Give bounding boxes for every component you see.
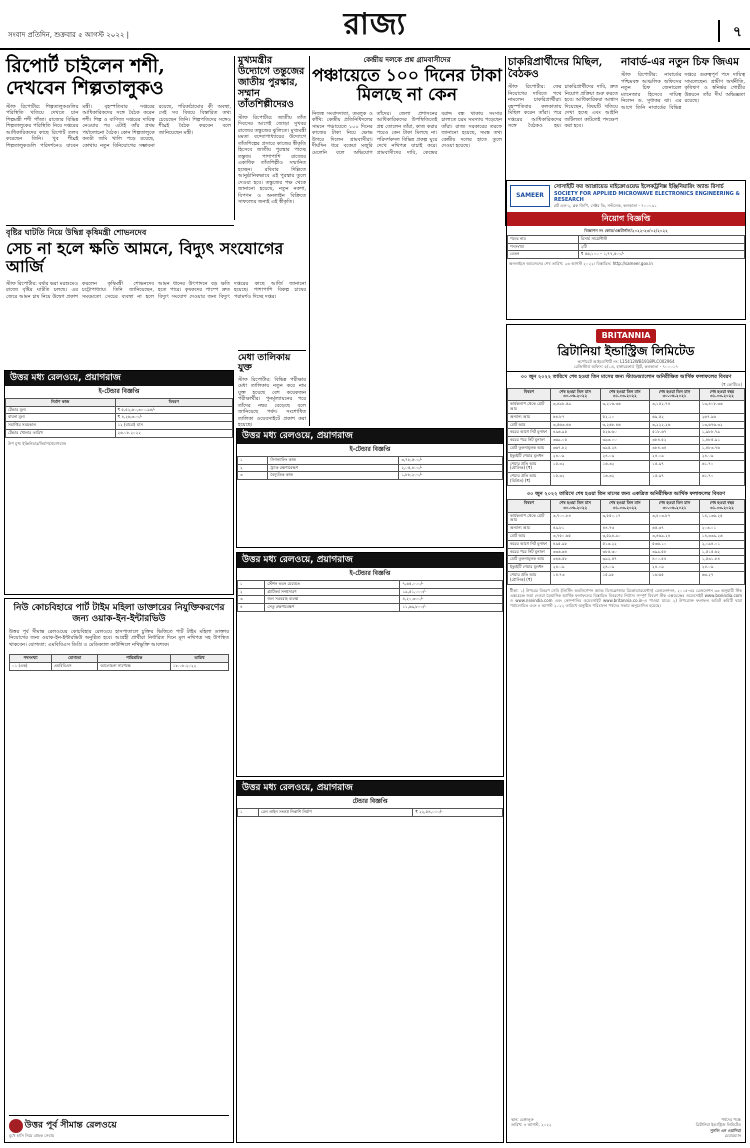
table-cell: ১ xyxy=(238,808,259,816)
table-cell: ৩৮৪.৩৪ xyxy=(650,444,700,452)
table-cell: ৬১.৭০ xyxy=(699,473,744,486)
ad-table-title: ৩০ জুন ২০২২ তারিখে শেষ হওয়া তিন মাসের জন্য স্ট্যান্ডঅ্যালোন অনিরীক্ষিত আর্থিক ফলাফলের বিবরণ xyxy=(507,371,745,382)
table-cell: ৩,৫৫০.১৭ xyxy=(600,512,650,525)
table-cell: ৪৯৬.৯৫ xyxy=(550,429,600,437)
ad-ncr-tender-4 xyxy=(236,780,504,1143)
table-cell: ৩৯৫.২৪ xyxy=(600,444,650,452)
section-title: রাজ্য xyxy=(343,7,407,42)
table-row xyxy=(238,456,503,464)
table-cell: ১৮.০৮.২০২২ xyxy=(170,662,228,670)
table-cell: ৪৯৫.৯৮ xyxy=(550,540,600,548)
table-cell: ৩,৪৬৯.২৪ xyxy=(650,533,700,541)
table-header: বিবরণ xyxy=(508,388,551,401)
table-cell: ১৩,৬৭৬.৩২ xyxy=(699,421,744,429)
ad-adv-no: বিজ্ঞাপন নং কোড/এক্সটার্নাল/২০২২-২৩/০২/২০২২ xyxy=(584,227,668,233)
table-cell: ৩,৫৬৩.৪৬ xyxy=(550,421,600,429)
ad-results-table-consolidated xyxy=(507,499,745,585)
table-cell: ২ xyxy=(238,464,268,472)
table-row xyxy=(508,512,745,525)
table-cell: ৩৮৫.৩০ xyxy=(600,548,650,556)
table-header: শেষ হওয়া তিন মাস ৩০.০৬.২০২২ xyxy=(550,500,600,513)
table-cell: কার্যকলাপ থেকে মোট আয় xyxy=(508,401,551,414)
table-cell: ৫১৩.২২ xyxy=(600,540,650,548)
table-row xyxy=(238,588,503,596)
table-header: শেষ হওয়া বছর ৩১.০৩.২০২২ xyxy=(699,388,744,401)
table-row xyxy=(508,235,745,243)
sign-title: চেয়ারম্যান xyxy=(724,1132,741,1138)
table-cell: মোট তুলনামূলক আয় xyxy=(508,444,551,452)
table-cell: ২,০৫,৪০০/- xyxy=(399,464,503,472)
ad-ncr-tender-2 xyxy=(236,428,504,548)
table-cell: ০১ (এক) xyxy=(10,662,52,670)
sameer-logo: SAMEER xyxy=(510,185,550,207)
table-cell: ১,৮৮,২০০/- xyxy=(399,472,503,480)
table-cell: ৩,৭৫০.৬৫ xyxy=(550,533,600,541)
ad-company-name: ব্রিটানিয়া ইন্ডাস্ট্রিজ লিমিটেড xyxy=(557,344,695,358)
table-cell: রেল লাইন সংলগ্ন নিকাশি নির্মাণ xyxy=(259,808,413,816)
table-header: তারিখ xyxy=(170,655,228,663)
sign-for: পর্ষদের পক্ষে xyxy=(721,1117,741,1123)
table-cell: ৫১৮.৬৭ xyxy=(650,429,700,437)
table-row xyxy=(238,464,503,472)
table-row xyxy=(508,460,745,473)
table-cell: ইক্যুইটি শেয়ার মূলধন xyxy=(508,564,551,572)
table-cell: ৩৮৪.৫২ xyxy=(650,437,700,445)
table-cell: টেন্ডার খোলার তারিখ xyxy=(6,429,116,437)
table-cell: ৩৩৬.৬৪ xyxy=(550,548,600,556)
table-cell: কার্যকলাপ থেকে মোট আয় xyxy=(508,512,551,525)
table-cell: ২ xyxy=(238,588,265,596)
table-cell: বৈদ্যুতিক কাজ xyxy=(268,472,399,480)
table-cell: ৩,৫৯৪.৯০ xyxy=(600,533,650,541)
table-row xyxy=(238,580,503,588)
table-row xyxy=(508,437,745,445)
table-cell: পদের নাম xyxy=(508,235,579,243)
ad-britannia-results xyxy=(506,324,746,1143)
table-row xyxy=(508,548,745,556)
table-cell: ১৫.৯৭ xyxy=(650,460,700,473)
article-headline: নাবার্ড-এর নতুন চিফ জিএম xyxy=(621,56,739,68)
table-cell: ২৪.০৯ xyxy=(650,564,700,572)
table-header: শেষ হওয়া তিন মাস ৩০.০৬.২০২১ xyxy=(650,388,700,401)
table-cell: সেতু রক্ষণাবেক্ষণ xyxy=(265,604,400,612)
table-cell: সিগন্যালিং কাজ xyxy=(268,456,399,464)
table-row xyxy=(508,421,745,429)
table-header: শেষ হওয়া তিন মাস ৩০.০৬.২০২২ xyxy=(550,388,600,401)
table-cell: মোট আয় xyxy=(508,533,551,541)
table-cell: শেয়ার প্রতি আয় (মৌলিক) (₹) xyxy=(508,571,551,584)
article-body: স্টাফ রিপোর্টার: জাতীয় তাঁত দিবসের আগেই জোড়া সুখবর রাজ্যের তন্তুজের ঝুলিতে। মুখ্যমন্ত্রী মমতা বন্দ্যোপাধ্যায়ের উদ্যোগে তাঁতশিল্পের প্রসারে কাজের স্বীকৃতি হিসেবে জাতীয় পুরস্কার পাচ্ছে তন্তুজ। পাশাপাশি রাজ্যের একাধিক তাঁতশিল্পীও সম্মানিত হচ্ছেন। রবিবার দিল্লিতে আনুষ্ঠানিকভাবে এই পুরস্কার তুলে দেওয়া হবে। তন্তুজের পক্ষ থেকে জানানো হয়েছে, নতুন নকশা, বিপণন ও অনলাইন বিক্রিতে সাফল্যের জন্যই এই স্বীকৃতি। xyxy=(238,114,306,206)
table-header: শেষ হওয়া তিন মাস ৩১.০৩.২০২২ xyxy=(600,500,650,513)
article-headline: রিপোর্ট চাইলেন শশী, দেখবেন শিল্পতালুকও xyxy=(6,55,165,99)
article-headline: মুখ্যমন্ত্রীর উদ্যোগে তন্তুজের জাতীয় পুরস্কার, সম্মান তাঁতশিল্পীদেরও xyxy=(238,55,305,110)
table-cell: ১৫.৯৮ xyxy=(600,571,650,584)
article-headline: পঞ্চায়েতে ১০০ দিনের টাকা মিলছে না কেন xyxy=(312,65,502,106)
ad-tender-table xyxy=(237,808,503,817)
article-body: স্টাফ রিপোর্টার: বর্ষার ভরা মরশুমেও রাজ্যে বৃষ্টির ঘাটতি চলছে। এর জেরে আমন চাষ নিয়ে উদ্বেগ প্রকাশ করলেন কৃষিমন্ত্রী শোভনদেব চট্টোপাধ্যায়। তিনি জানিয়েছেন, সময়মতো সেচের ব্যবস্থা না হলে আমন ধানের উৎপাদনে বড় ক্ষতি হতে পারে। কৃষকদের পাম্পে দ্রুত বিদ্যুৎ সংযোগ দেওয়ার জন্য বিদ্যুৎ দপ্তরের কাছে আর্জি জানানো হয়েছে। পাশাপাশি বিকল্প চাষের পরামর্শও দিচ্ছে দপ্তর। xyxy=(6,280,306,300)
table-cell: ৬৪.৮৭ xyxy=(550,413,600,421)
table-cell: ৩ xyxy=(238,472,268,480)
article-rainfall xyxy=(6,228,306,368)
ad-ncr-tender-3 xyxy=(236,552,504,777)
table-cell: ২৪.০৯ xyxy=(550,564,600,572)
table-cell: ২৪.০৯ xyxy=(600,452,650,460)
table-header: যোগ্যতা xyxy=(51,655,98,663)
table-row xyxy=(508,540,745,548)
table-cell: ৩,২১৬.৩৬ xyxy=(600,401,650,414)
table-cell: ৩৯৯.৫৮ xyxy=(650,548,700,556)
table-cell: ৪,২০,৩০০/- xyxy=(400,596,503,604)
ad-address: প্লট এল-২, ব্লক জিপি, সেক্টর ভি, সল্টলেক, কলকাতা - ৭০০০৯১ xyxy=(554,203,657,209)
article-100-days xyxy=(312,56,502,426)
table-cell: ১১,৬৯,৮০০/- xyxy=(400,604,503,612)
table-cell: আলোচনা সাপেক্ষে xyxy=(98,662,170,670)
table-row xyxy=(6,422,233,430)
table-cell: মোট তুলনামূলক আয় xyxy=(508,556,551,564)
ad-footer: উপ মুখ্য ইঞ্জিনিয়ার/নির্মাণ/প্রয়াগরাজ xyxy=(8,440,67,446)
railway-logo-icon xyxy=(9,1119,23,1133)
table-row xyxy=(508,533,745,541)
table-row xyxy=(508,452,745,460)
table-cell: ৩,১৫২.৭৪ xyxy=(650,401,700,414)
article-body: স্টাফ রিপোর্টার: শিল্পতালুকগুলির পরিস্থিতি খতিয়ে দেখতে চান শিল্পমন্ত্রী শশী পাঁজা। রাজ্যের বিভিন্ন শিল্পতালুকের পরিস্থিতি নিয়ে দপ্তরের আধিকারিকদের কাছে রিপোর্ট তলব করেছেন তিনি। খুব শীঘ্রই শিল্পতালুকগুলি পরিদর্শনেও যাবেন মন্ত্রী। বৃহস্পতিবার দপ্তরের আধিকারিকদের সঙ্গে বৈঠক করেন শশী। শিল্প ও বাণিজ্য দপ্তরের দায়িত্ব নেওয়ার পর এটাই তাঁর প্রথম পর্যালোচনা বৈঠক। কোন শিল্পতালুকে কতটা জমি খালি পড়ে রয়েছে, কোথায় নতুন বিনিয়োগের সম্ভাবনা রয়েছে, পরিকাঠামোর কী অবস্থা, সেই সব বিষয়ে বিস্তারিত তথ্য চেয়েছেন তিনি। শিল্পপতিদের সঙ্গেও শীঘ্রই বৈঠক করবেন বলে জানিয়েছেন মন্ত্রী। xyxy=(6,103,231,149)
table-row xyxy=(6,429,233,437)
table-cell: ₹ ৫,৫২,৬০,৩০০.৯৪/- xyxy=(115,406,232,414)
ad-header xyxy=(507,181,745,212)
ad-notes: টীকা: ১) উপরের বিবরণ সেবি (লিস্টিং অবলিগেশন অ্যান্ড ডিসক্লোজার রিকোয়্যারমেন্টস) রেগুলেশনস, ২০১৫-এর রেগুলেশন ৩৩ অনুযায়ী স্টক এক্সচেঞ্জে জমা দেওয়া ত্রৈমাসিক আর্থিক ফলাফলের বিস্তারিত বিবরণের নির্যাস। সম্পূর্ণ বিবরণ স্টক এক্সচেঞ্জের ওয়েবসাইট www.bseindia.com ও www.nseindia.com এবং কোম্পানির ওয়েবসাইট www.britannia.co.in-এ পাওয়া যাবে। ২) উপরোক্ত ফলাফল অডিট কমিটি দ্বারা পর্যালোচিত এবং ৪ আগস্ট ২০২২ তারিখে অনুষ্ঠিত পরিচালন পর্ষদের সভায় অনুমোদিত হয়েছে। xyxy=(510,587,742,609)
table-row xyxy=(508,556,745,564)
table-row xyxy=(6,406,233,414)
ad-banner: নিয়োগ বিজ্ঞপ্তি xyxy=(507,212,745,226)
ad-title: উত্তর মধ্য রেলওয়ে, প্রয়াগরাজ xyxy=(237,429,503,444)
table-cell: ৩,৭৮,৫০০/- xyxy=(399,456,503,464)
table-cell: জল সরবরাহ ব্যবস্থা xyxy=(265,596,400,604)
table-cell: মোট আয় xyxy=(508,421,551,429)
table-cell: করের পরে নিট মুনাফা xyxy=(508,437,551,445)
ad-body: উত্তর পূর্ব সীমান্ত রেলওয়ের কোচবিহার রেলওয়ে হাসপাতালে চুক্তির ভিত্তিতে পার্ট টাইম মহিলা ডাক্তার নিয়োগের জন্য ওয়াক-ইন-ইন্টারভিউ অনুষ্ঠিত হবে। আগ্রহী প্রার্থীরা নির্ধারিত দিনে মূল নথিপত্র সহ উপস্থিত থাকবেন। যোগ্যতা: এমবিবিএস ডিগ্রি ও মেডিক্যাল কাউন্সিলে নথিভুক্তি আবশ্যক। xyxy=(9,628,229,648)
table-cell: ৪ xyxy=(238,604,265,612)
table-cell: ৩৯২.৫৭ xyxy=(600,556,650,564)
ad-signature-block xyxy=(511,1117,741,1138)
table-header: নির্মাণ কাজ xyxy=(6,398,116,406)
table-cell: রিসার্চ সায়েন্টিস্ট xyxy=(578,235,744,243)
table-cell: ৩৪৬.৫৮ xyxy=(550,556,600,564)
table-cell: অন্যান্য আয় xyxy=(508,525,551,533)
table-cell: অন্যান্য আয় xyxy=(508,413,551,421)
article-headline: মেধা তালিকায় যুক্ত xyxy=(238,350,306,374)
ad-subtitle: ই-টেন্ডার বিজ্ঞপ্তি xyxy=(349,570,391,578)
table-row xyxy=(10,662,229,670)
table-row xyxy=(238,604,503,612)
table-cell: ১৫.৩২ xyxy=(550,460,600,473)
table-header: পদসংখ্যা xyxy=(10,655,52,663)
dateline: সংবাদ প্রতিদিন, শুক্রবার ৫ আগস্ট ২০২২ | xyxy=(8,31,130,39)
ad-address: রেজিস্টার্ড অফিস: ৫/১এ, হাঙ্গারফোর্ড স্ট্রিট, কলকাতা - ৭০০০১৭ xyxy=(573,363,679,369)
table-cell: ২০৩.০১ xyxy=(699,525,744,533)
table-cell: ৬১.৭০ xyxy=(699,460,744,473)
sign-name: নুসলি এন ওয়াদিয়া xyxy=(710,1127,741,1133)
table-cell: ২৬.০৮.২০২২ xyxy=(115,429,232,437)
table-cell: ইক্যুইটি শেয়ার মূলধন xyxy=(508,452,551,460)
table-cell: ৩,২২২.২৬ xyxy=(650,421,700,429)
table-cell: ৫২.১০ xyxy=(600,413,650,421)
table-cell: ৩,৭০০.৮৪ xyxy=(550,512,600,525)
table-cell: ১৯,৫১,০০০/- xyxy=(400,588,503,596)
ad-title: নিউ কোচবিহারে পার্ট টাইম মহিলা ডাক্তারের নিযুক্তিকরণের জন্য ওয়াক-ইন-ইন্টারভিউ xyxy=(13,603,225,624)
ad-logo-text: উত্তর পূর্ব সীমান্ত রেলওয়ে xyxy=(24,1120,117,1131)
ad-subtitle: ই-টেন্ডার বিজ্ঞপ্তি xyxy=(349,446,391,454)
table-cell: টেন্ডার মূল্য xyxy=(6,406,116,414)
table-cell: ৩৬৯.০৫ xyxy=(550,437,600,445)
table-cell: ৪৪.৭৩ xyxy=(600,525,650,533)
table-row xyxy=(508,571,745,584)
table-cell: ৩,৪০৩.৮৭ xyxy=(650,512,700,525)
table-header: বিবরণ xyxy=(115,398,232,406)
table-cell: ₹ ৫৬,১০০ – ১,৭৭,৫০০/- xyxy=(578,251,744,259)
column-divider xyxy=(234,56,235,220)
article-kicker: বৃষ্টির ঘাটতি নিয়ে উদ্বিগ্ন কৃষিমন্ত্রী শোভনদেব xyxy=(6,228,147,237)
table-cell: করের আগে নিট মুনাফা xyxy=(508,429,551,437)
table-cell: ১৪.৭৩ xyxy=(550,571,600,584)
table-cell: ১,৪৮৫.৯১ xyxy=(699,437,744,445)
table-cell: ২৪.০৯ xyxy=(550,452,600,460)
table-cell: এমবিবিএস xyxy=(51,662,98,670)
ad-subtitle: টেন্ডার বিজ্ঞপ্তি xyxy=(352,798,388,806)
table-cell: ৫৩৬.১০ xyxy=(650,540,700,548)
ad-tender-table xyxy=(237,456,503,480)
table-cell: ৩,৪৯৮.৫৯ xyxy=(550,401,600,414)
article-body: স্টাফ রিপোর্টার: বিভিন্ন পরীক্ষার মেধা তালিকায় নতুন করে নাম যুক্ত হয়েছে বেশ কয়েকজন পরীক্ষার্থীর। পুনর্মূল্যায়নের পরে তাঁদের নম্বর বেড়েছে বলে জানিয়েছে পর্ষদ। সংশোধিত তালিকা ওয়েবসাইটে প্রকাশ করা হয়েছে। xyxy=(238,376,306,429)
table-cell: বায়না মূল্য xyxy=(6,414,116,422)
ad-title: উত্তর মধ্য রেলওয়ে, প্রয়াগরাজ xyxy=(237,553,503,568)
table-row xyxy=(508,243,745,251)
ad-sameer-recruitment xyxy=(506,180,746,320)
table-cell: স্টেশন ভবন মেরামত xyxy=(265,580,400,588)
ad-vacancy-table xyxy=(9,654,229,671)
table-cell: ১৬.৩২ xyxy=(600,473,650,486)
table-cell: ₹ ৪,২৬,৩০০/- xyxy=(115,414,232,422)
sign-company: ব্রিটানিয়া ইন্ডাস্ট্রিজ লিমিটেড xyxy=(695,1122,741,1128)
ad-footer: অনলাইনে আবেদনের শেষ তারিখ: ২৬ আগস্ট ২০২২। বিস্তারিত: http://sameer.gov.in xyxy=(509,261,653,267)
table-cell: ২৪.০৯ xyxy=(600,564,650,572)
table-cell: প্ল্যাটফর্ম সম্প্রসারণ xyxy=(265,588,400,596)
page-number-divider xyxy=(718,20,720,42)
table-cell: ৩৯৩.০০ xyxy=(600,437,650,445)
table-cell: ১,৪৮৩.৭৬ xyxy=(699,444,744,452)
ad-logo-row xyxy=(9,1115,229,1138)
article-body: স্টাফ রিপোর্টার: নাবার্ডের পশ্চিমবঙ্গ আঞ্চলিক অফিসের নতুন চিফ জেনারেল ম্যানেজার হিসেবে দায়িত্ব নিলেন ড. সুধাকর ঝা। এর আগে তিনি নাবার্ডের বিভিন্ন দপ্তরে গুরুত্বপূর্ণ পদে দায়িত্ব সামলেছেন। গ্রামীণ অর্থনীতি, কৃষিঋণ ও স্বনির্ভর গোষ্ঠীর উন্নয়নে তাঁর দীর্ঘ অভিজ্ঞতা রয়েছে। xyxy=(621,72,745,111)
table-cell: ১৬.৩২ xyxy=(600,460,650,473)
table-row xyxy=(6,414,233,422)
table-cell: ১,৯৮৮.৭৯ xyxy=(699,429,744,437)
ad-table-title: ৩০ জুন ২০২২ তারিখে শেষ হওয়া তিন মাসের জন্য একত্রিত অনিরীক্ষিত আর্থিক ফলাফলের বিবরণ xyxy=(526,490,726,497)
table-header: শেষ হওয়া তিন মাস ৩০.০৬.২০২১ xyxy=(650,500,700,513)
table-cell: ৬৫.৩৭ xyxy=(650,525,700,533)
table-cell: ১,৫১৫.৬২ xyxy=(699,548,744,556)
sign-date: তারিখ: ৪ আগস্ট, ২০২২ xyxy=(511,1122,552,1128)
table-header: শেষ হওয়া তিন মাস ৩১.০৩.২০২২ xyxy=(600,388,650,401)
table-cell: ২,০৯৪.০১ xyxy=(699,540,744,548)
table-row xyxy=(238,472,503,480)
table-header: বিবরণ xyxy=(508,500,551,513)
ad-nfr-walk-in xyxy=(4,598,234,1143)
table-cell: ৪০০.৫৪ xyxy=(650,556,700,564)
ad-subtitle: ই-টেন্ডার বিজ্ঞপ্তি xyxy=(98,388,140,396)
table-cell: ৩,২৬৮.৪৬ xyxy=(600,421,650,429)
table-cell: পদসংখ্যা xyxy=(508,243,579,251)
ad-results-table-standalone xyxy=(507,388,745,486)
table-cell: ১৪,৩৩৯.২৬ xyxy=(699,533,744,541)
table-row xyxy=(238,596,503,604)
table-cell: ৭,৬৫,০০০/- xyxy=(400,580,503,588)
sign-place: স্থান: বেঙ্গালুরু xyxy=(511,1117,534,1123)
table-row xyxy=(508,251,745,259)
table-cell: ১৪,১৩৬.২৫ xyxy=(699,512,744,525)
ad-header xyxy=(507,325,745,371)
ad-title: উত্তর মধ্য রেলওয়ে, প্রয়াগরাজ xyxy=(5,371,233,386)
table-row xyxy=(508,444,745,452)
table-cell: বেতন xyxy=(508,251,579,259)
table-cell: ২৬৭.৯৬ xyxy=(699,413,744,421)
ad-tender-table xyxy=(237,580,503,612)
ad-tagline: মুখে হাসি নিয়ে গ্রাহক সেবায় xyxy=(9,1132,55,1138)
ad-org-name-en: SOCIETY FOR APPLIED MICROWAVE ELECTRONICS ENGINEERING & RESEARCH xyxy=(554,190,740,204)
table-row xyxy=(508,413,745,421)
table-cell: ৪৯.৮১ xyxy=(550,525,600,533)
ad-cin: কর্পোরেট আইডেন্টিটি নং: L15412WB1918PLC002964 xyxy=(577,358,675,364)
table-cell: ২৪.০৯ xyxy=(650,452,700,460)
article-nabard xyxy=(621,56,745,166)
ad-org-name: সোসাইটি ফর অ্যাপ্লায়েড মাইক্রোওয়েভ ইলেকট্রনিক্স ইঞ্জিনিয়ারিং অ্যান্ড রিসার্চ xyxy=(554,184,724,190)
article-headline: সেচ না হলে ক্ষতি আমনে, বিদ্যুৎ সংযোগের আর্জি xyxy=(6,239,284,277)
article-body: স্টাফ রিপোর্টার: ফের নিয়োগের দাবিতে পথে নামলেন চাকরিপ্রার্থীরা। বৃহস্পতিবার কলকাতায় মিছিল করেন তাঁরা। পরে দপ্তরের আধিকারিকদের সঙ্গে বৈঠকও হয়। চাকরিপ্রার্থীদের দাবি, দ্রুত নিয়োগ প্রক্রিয়া শুরু করতে হবে। আধিকারিকরা আশ্বাস দিয়েছেন, বিষয়টি খতিয়ে দেখা হচ্ছে এবং আইনি জটিলতা কাটলেই পদক্ষেপ করা হবে। xyxy=(508,84,618,130)
table-cell: ২টি xyxy=(578,243,744,251)
table-row xyxy=(508,525,745,533)
table-cell: ৩৬৭.৮২ xyxy=(550,444,600,452)
table-cell: ১ xyxy=(238,456,268,464)
table-cell: শেয়ার প্রতি আয় (মিশ্রিত) (₹) xyxy=(508,473,551,486)
article-body: নিজস্ব সংবাদদাতা, তমলুক ও কাঁথি: কেন্দ্রীয় প্রতিনিধিদলের সামনে পঞ্চায়েতে ১০০ দিনের কাজের টাকা নিয়ে ক্ষোভ উগরে দিলেন গ্রামবাসীরা। দীর্ঘদিন ধরে বকেয়া মজুরি মেলেনি বলে অভিযোগ তাঁদের। জেলা প্রশাসনের আধিকারিকদের উপস্থিতিতেই প্রশ্ন তোলেন তাঁরা, কাজ করার পরেও কেন টাকা মিলছে না। পরিদর্শকদল বিভিন্ন প্রকল্প ঘুরে দেখে নথিপত্র যাচাই করে। গ্রামবাসীদের দাবি, কেন্দ্রের বরাদ্দ বন্ধ থাকায় সংসার চালাতে চরম সমস্যায় পড়েছেন তাঁরা। রাজ্য সরকারের তরফে জানানো হয়েছে, সমস্ত তথ্য কেন্দ্রীয় দলের হাতে তুলে দেওয়া হয়েছে। xyxy=(312,110,502,156)
table-cell: ২৪.০৯ xyxy=(699,564,744,572)
section-divider xyxy=(6,225,234,226)
table-cell: ১ xyxy=(238,580,265,588)
article-shashi xyxy=(6,56,231,222)
table-row xyxy=(508,401,745,414)
ad-ncr-tender-1 xyxy=(4,370,234,595)
table-cell: ২৪.০৯ xyxy=(699,452,744,460)
table-row xyxy=(508,429,745,437)
ad-tender-table xyxy=(5,398,233,438)
ad-unit: (₹ কোটিতে) xyxy=(721,382,742,388)
table-cell: ১৫.৯৭ xyxy=(650,473,700,486)
table-cell: করের আগে নিট মুনাফা xyxy=(508,540,551,548)
page-number: ৭ xyxy=(732,24,742,40)
table-cell: সমাপ্তির সময়কাল xyxy=(6,422,116,430)
table-header: শেষ হওয়া বছর ৩১.০৩.২০২২ xyxy=(699,500,744,513)
table-cell: করের পরে নিট মুনাফা xyxy=(508,548,551,556)
article-kicker: কেন্দ্রীয় দলকে প্রশ্ন গ্রামবাসীদের xyxy=(363,56,451,64)
table-row xyxy=(508,473,745,486)
table-cell: ১২ (বারো) মাস xyxy=(115,422,232,430)
table-cell: ১৬.৬৫ xyxy=(650,571,700,584)
ad-post-table xyxy=(507,235,745,259)
ad-title: উত্তর মধ্য রেলওয়ে, প্রয়াগরাজ xyxy=(237,781,503,796)
table-cell: ১৩,৪০৮.৩৬ xyxy=(699,401,744,414)
masthead xyxy=(0,0,750,50)
table-cell: ৬৯.৫২ xyxy=(650,413,700,421)
table-cell: ৩ xyxy=(238,596,265,604)
column-divider xyxy=(309,56,310,426)
britannia-logo: BRITANNIA xyxy=(596,329,657,343)
table-cell: ট্র্যাক রক্ষণাবেক্ষণ xyxy=(268,464,399,472)
table-header: পারিশ্রমিক xyxy=(98,655,170,663)
table-row xyxy=(508,564,745,572)
table-cell: ১৫.৩২ xyxy=(550,473,600,486)
table-row xyxy=(238,808,503,816)
article-merit-list xyxy=(238,350,306,429)
table-cell: ১,৫৩১.৮৪ xyxy=(699,556,744,564)
table-cell: ৬৩.২৭ xyxy=(699,571,744,584)
table-cell: ৫২৬.৬০ xyxy=(600,429,650,437)
table-cell: শেয়ার প্রতি আয় (মৌলিক) (₹) xyxy=(508,460,551,473)
table-cell: ₹ ২২,৫৪,০০০/- xyxy=(413,808,503,816)
article-headline: চাকরিপ্রার্থীদের মিছিল, বৈঠকও xyxy=(508,56,603,81)
